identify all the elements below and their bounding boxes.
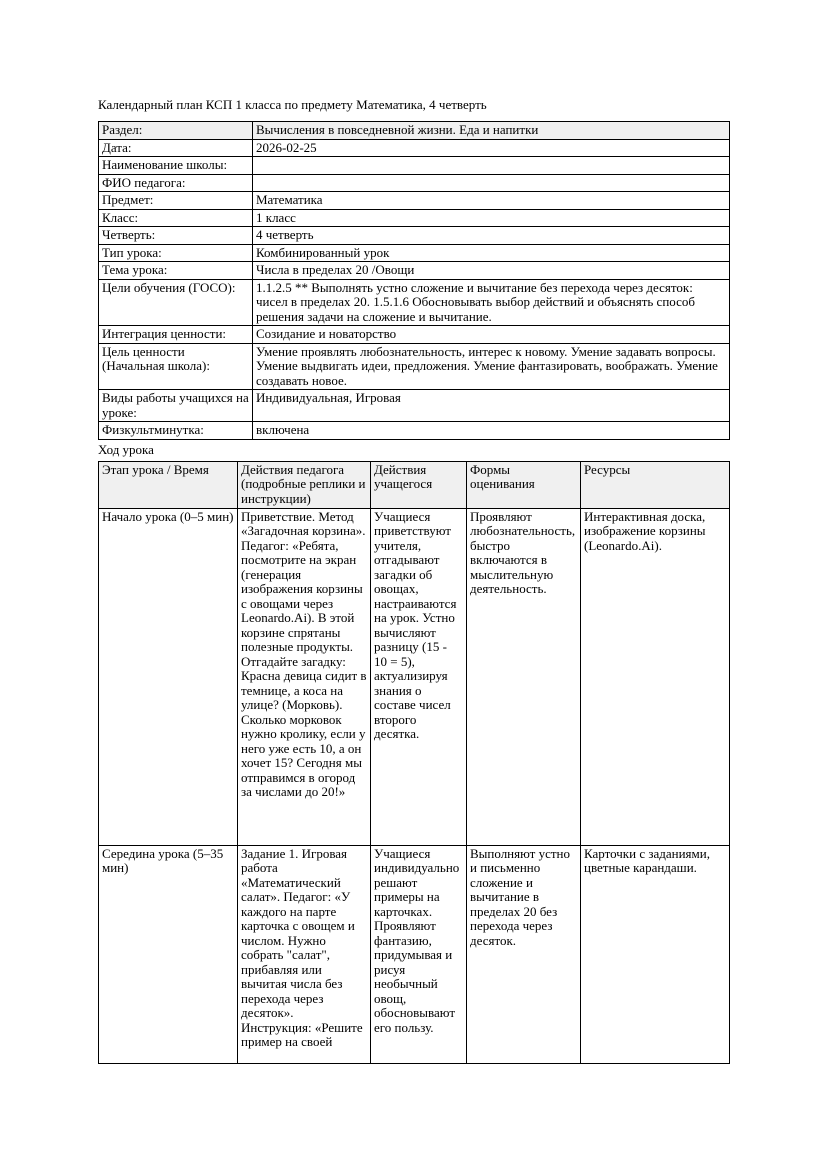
info-value: Числа в пределах 20 /Овощи <box>253 262 730 280</box>
col-header-assessment: Формы оценивания <box>467 461 581 508</box>
section-heading: Ход урока <box>98 441 154 457</box>
info-label: ФИО педагога: <box>99 174 253 192</box>
info-value <box>253 157 730 175</box>
info-label: Наименование школы: <box>99 157 253 175</box>
info-label: Тип урока: <box>99 244 253 262</box>
table-row <box>99 244 730 262</box>
table-header-row <box>99 461 730 508</box>
table-row <box>99 192 730 210</box>
col-header-stage: Этап урока / Время <box>99 461 238 508</box>
assessment-cell: Выполняют устно и письменно сложение и вычитание в пределах 20 без перехода через десяток. <box>467 845 581 1063</box>
table-row <box>99 422 730 440</box>
info-value: 4 четверть <box>253 227 730 245</box>
info-label: Физкультминутка: <box>99 422 253 440</box>
info-label: Цель ценности (Начальная школа): <box>99 343 253 390</box>
stage-cell: Середина урока (5–35 мин) <box>99 845 238 1063</box>
lesson-flow-table <box>98 461 730 1064</box>
info-value: Созидание и новаторство <box>253 326 730 344</box>
teacher-actions-cell: Задание 1. Игровая работа «Математический салат». Педагог: «У каждого на парте карточка с овощем и числом. Нужно собрать "салат", прибавляя или вычитая числа без перехода через десяток». Инструкция: «Решите пример на своей <box>238 845 371 1063</box>
table-row <box>99 174 730 192</box>
info-value: 1.1.2.5 ** Выполнять устно сложение и вычитание без перехода через десяток: чисел в пределах 20. 1.5.1.6 Обосновывать выбор действий и объяснять способ решения задачи на сложение и вычитание. <box>253 279 730 326</box>
info-value: Комбинированный урок <box>253 244 730 262</box>
lesson-info-table <box>98 121 730 440</box>
table-row <box>99 343 730 390</box>
resources-cell: Интерактивная доска, изображение корзины (Leonardo.Ai). <box>581 508 730 845</box>
table-row <box>99 279 730 326</box>
table-row <box>99 845 730 1063</box>
table-row <box>99 157 730 175</box>
table-row <box>99 390 730 422</box>
resources-cell: Карточки с заданиями, цветные карандаши. <box>581 845 730 1063</box>
assessment-cell: Проявляют любознательность, быстро включаются в мыслительную деятельность. <box>467 508 581 845</box>
info-label: Цели обучения (ГОСО): <box>99 279 253 326</box>
student-actions-cell: Учащиеся индивидуально решают примеры на карточках. Проявляют фантазию, придумывая и рисуя необычный овощ, обосновывают его пользу. <box>371 845 467 1063</box>
info-label: Предмет: <box>99 192 253 210</box>
info-label: Тема урока: <box>99 262 253 280</box>
info-value: включена <box>253 422 730 440</box>
document-title: Календарный план КСП 1 класса по предмету Математика, 4 четверть <box>98 97 487 112</box>
info-label: Раздел: <box>99 122 253 140</box>
info-label: Интеграция ценности: <box>99 326 253 344</box>
info-value: 1 класс <box>253 209 730 227</box>
table-row <box>99 122 730 140</box>
col-header-teacher-actions: Действия педагога (подробные реплики и инструкции) <box>238 461 371 508</box>
table-row <box>99 209 730 227</box>
info-label: Дата: <box>99 139 253 157</box>
teacher-actions-cell: Приветствие. Метод «Загадочная корзина». Педагог: «Ребята, посмотрите на экран (генерация изображения корзины с овощами через Leonardo.Ai). В этой корзине спрятаны полезные продукты. Отгадайте загадку: Красна девица сидит в темнице, а коса на улице? (Морковь). Сколько морковок нужно кролику, если у него уже есть 10, а он хочет 15? Сегодня мы отправимся в огород за числами до 20!» <box>238 508 371 845</box>
col-header-student-actions: Действия учащегося <box>371 461 467 508</box>
info-value: Вычисления в повседневной жизни. Еда и напитки <box>253 122 730 140</box>
info-label: Четверть: <box>99 227 253 245</box>
table-row <box>99 262 730 280</box>
info-value: Индивидуальная, Игровая <box>253 390 730 422</box>
col-header-resources: Ресурсы <box>581 461 730 508</box>
info-label: Класс: <box>99 209 253 227</box>
table-row <box>99 139 730 157</box>
table-row <box>99 326 730 344</box>
info-value: Умение проявлять любознательность, интерес к новому. Умение задавать вопросы. Умение выдвигать идеи, предложения. Умение фантазировать, воображать. Умение создавать новое. <box>253 343 730 390</box>
student-actions-cell: Учащиеся приветствуют учителя, отгадывают загадки об овощах, настраиваются на урок. Устно вычисляют разницу (15 - 10 = 5), актуализируя знания о составе чисел второго десятка. <box>371 508 467 845</box>
info-value <box>253 174 730 192</box>
table-row <box>99 508 730 845</box>
stage-cell: Начало урока (0–5 мин) <box>99 508 238 845</box>
info-value: Математика <box>253 192 730 210</box>
table-row <box>99 227 730 245</box>
info-value: 2026-02-25 <box>253 139 730 157</box>
info-label: Виды работы учащихся на уроке: <box>99 390 253 422</box>
